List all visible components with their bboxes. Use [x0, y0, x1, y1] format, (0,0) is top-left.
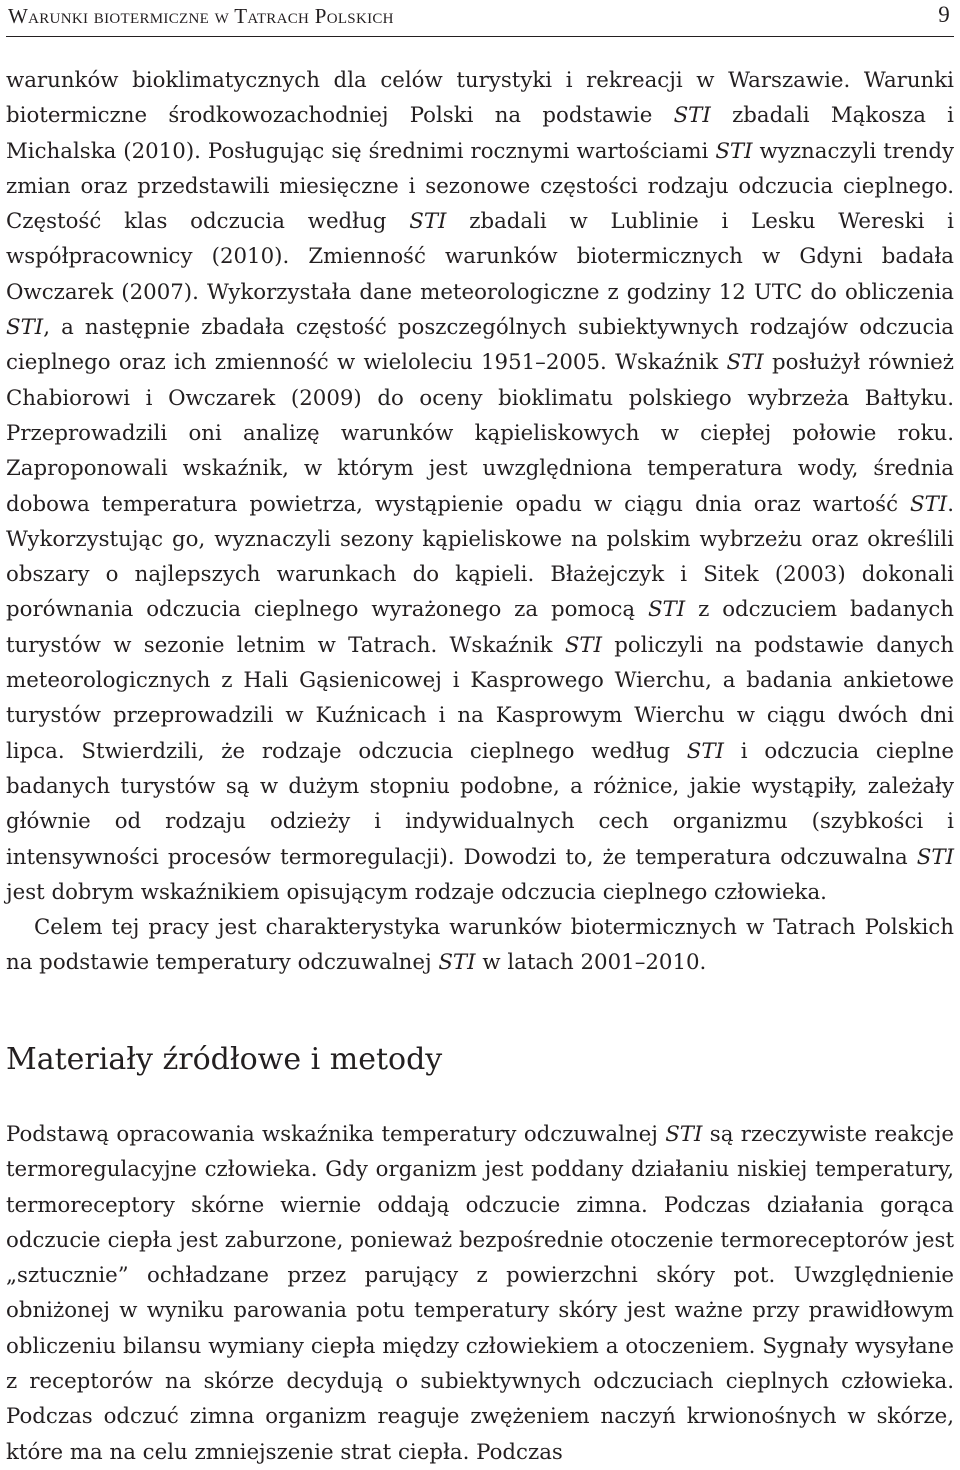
running-header: [6, 2, 954, 30]
italic-term: STI: [409, 209, 447, 235]
header-rule: [6, 36, 954, 37]
running-header-title: Warunki biotermiczne w Tatrach Polskich: [8, 4, 394, 28]
italic-term: STI: [673, 103, 711, 129]
italic-term: STI: [438, 950, 476, 976]
section-text: [6, 1117, 954, 1470]
body-text: [6, 63, 954, 981]
italic-term: STI: [6, 315, 44, 341]
section-heading: Materiały źródłowe i metody: [6, 1042, 443, 1077]
italic-term: STI: [916, 844, 954, 870]
italic-term: STI: [564, 632, 603, 658]
section-paragraph-1: Podstawą opracowania wskaźnika temperatury odczuwalnej STI są rzeczywiste reakcje termoregulacyjne człowieka. Gdy organizm jest poddany działaniu niskiej temperatury, termoreceptory skórne wiernie oddają odczucie zimna. Podczas działania gorąca odczucie ciepła jest zaburzone, ponieważ bezpośrednie otoczenie termoreceptorów jest „sztucznie” ochładzane przez parujący z powierzchni skóry pot. Uwzględnienie obniżonej w wyniku parowania potu temperatury skóry jest ważne przy prawidłowym obliczeniu bilansu wymiany ciepła między człowiekiem a otoczeniem. Sygnały wysyłane z receptorów na skórze decydują o subiektywnych odczuciach cieplnych człowieka. Podczas odczuć zimna organizm reaguje zwężeniem naczyń krwionośnych w skórze, które ma na celu zmniejszenie strat ciepła. Podczas: [6, 1122, 954, 1465]
italic-term: STI: [715, 138, 753, 164]
italic-term: STI: [910, 491, 948, 517]
italic-term: STI: [647, 597, 686, 623]
italic-term: STI: [686, 738, 724, 764]
page-number: 9: [938, 2, 950, 27]
italic-term: STI: [726, 350, 764, 376]
paragraph-1: warunków bioklimatycznych dla celów turystyki i rekreacji w Warszawie. Warunki biotermiczne środkowozachodniej Polski na podstawie STI zbadali Mąkosza i Michalska (2010). Posługując się średnimi rocznymi wartościami STI wyznaczyli trendy zmian oraz przedstawili miesięczne i sezonowe częstości rodzaju odczucia cieplnego. Częstość klas odczucia według STI zbadali w Lublinie i Lesku Wereski i współpracownicy (2010). Zmienność warunków biotermicznych w Gdyni badała Owczarek (2007). Wykorzystała dane meteorologiczne z godziny 12 UTC do obliczenia STI, a następnie zbadała częstość poszczególnych subiektywnych rodzajów odczucia cieplnego oraz ich zmienność w wieloleciu 1951–2005. Wskaźnik STI posłużył również Chabiorowi i Owczarek (2009) do oceny bioklimatu polskiego wybrzeża Bałtyku. Przeprowadzili oni analizę warunków kąpieliskowych w ciepłej połowie roku. Zaproponowali wskaźnik, w którym jest uwzględniona temperatura wody, średnia dobowa temperatura powietrza, wystąpienie opadu w ciągu dnia oraz wartość STI. Wykorzystując go, wyznaczyli sezony kąpieliskowe na polskim wybrzeżu oraz określili obszary o najlepszych warunkach do kąpieli. Błażejczyk i Sitek (2003) dokonali porównania odczucia cieplnego wyrażonego za pomocą STI z odczuciem badanych turystów w sezonie letnim w Tatrach. Wskaźnik STI policzyli na podstawie danych meteorologicznych z Hali Gąsienicowej i Kasprowego Wierchu, a badania ankietowe turystów przeprowadzili w Kuźnicach i na Kasprowym Wierchu w ciągu dwóch dni lipca. Stwierdzili, że rodzaje odczucia cieplnego według STI i odczucia cieplne badanych turystów są w dużym stopniu podobne, a różnice, jakie wystąpiły, zależały głównie od rodzaju odzieży i indywidualnych cech organizmu (szybkości i intensywności procesów termoregulacji). Dowodzi to, że temperatura odczuwalna STI jest dobrym wskaźnikiem opisującym rodzaje odczucia cieplnego człowieka.: [6, 68, 954, 905]
paragraph-2: Celem tej pracy jest charakterystyka warunków biotermicznych w Tatrach Polskich na podstawie temperatury odczuwalnej STI w latach 2001–2010.: [6, 915, 954, 976]
italic-term: STI: [665, 1122, 703, 1147]
